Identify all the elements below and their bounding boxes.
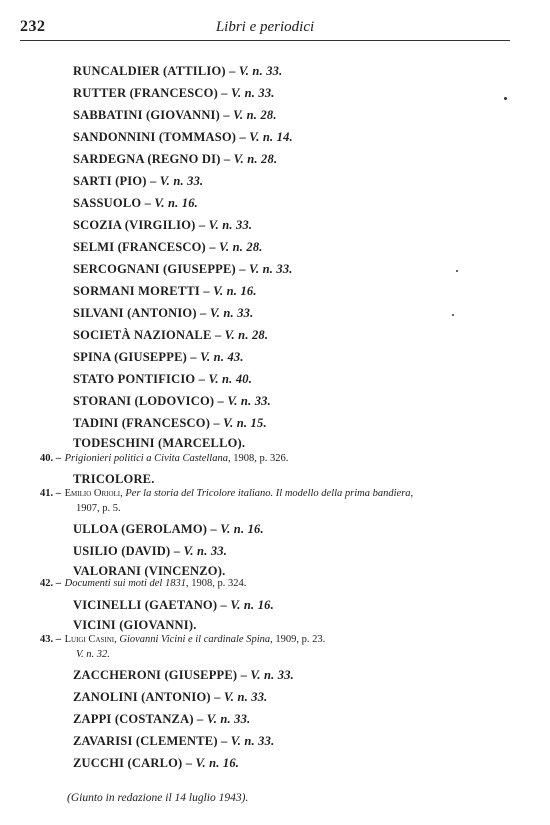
footnote-41 xyxy=(40,488,520,514)
receipt-note: (Giunto in redazione il 14 luglio 1943). xyxy=(67,792,249,804)
index-entry xyxy=(73,472,155,487)
entry-name: SABBATINI (GIOVANNI) – xyxy=(73,108,230,122)
entry-name: TADINI (FRANCESCO) – xyxy=(73,416,220,430)
footnote-title: Per la storia del Tricolore italiano. Il modello della prima bandiera xyxy=(125,488,411,499)
footnote-40 xyxy=(40,453,520,464)
entry-name: VICINELLI (GAETANO) – xyxy=(73,598,227,612)
index-entry xyxy=(73,712,250,727)
index-entry xyxy=(73,64,282,79)
entry-name: USILIO (DAVID) – xyxy=(73,544,181,558)
footnote-43 xyxy=(40,634,520,660)
entry-name: STATO PONTIFICIO – xyxy=(73,372,206,386)
footnote-author: Emilio Orioli xyxy=(64,488,121,499)
footnote-title: Giovanni Vicini e il cardinale Spina xyxy=(119,634,271,645)
entry-ref: V. n. 33. xyxy=(223,690,268,704)
index-entry xyxy=(73,174,203,189)
index-entry xyxy=(73,598,274,613)
entry-name: SARDEGNA (REGNO DI) – xyxy=(73,152,231,166)
index-entry xyxy=(73,522,264,537)
entry-ref: V. n. 33. xyxy=(250,668,294,682)
index-entry xyxy=(73,618,197,633)
index-entry xyxy=(73,152,277,167)
index-entry xyxy=(73,218,252,233)
index-entry xyxy=(73,372,252,387)
index-entry xyxy=(73,756,239,771)
entry-ref: V. n. 16. xyxy=(195,756,240,770)
entry-name: SASSUOLO – xyxy=(73,196,152,210)
footnote-number: 43. – xyxy=(40,634,61,645)
entry-ref: V. n. 15. xyxy=(223,416,267,430)
footnote-42 xyxy=(40,578,520,589)
entry-ref: V. n. 40. xyxy=(208,372,253,386)
entry-ref: V. n. 33. xyxy=(231,86,275,100)
entry-name: TRICOLORE. xyxy=(73,472,155,486)
footnote-citation: , 1909, p. 23. xyxy=(270,634,326,645)
entry-name: RUTTER (FRANCESCO) – xyxy=(73,86,228,100)
entry-name: SOCIETÀ NAZIONALE – xyxy=(73,328,222,342)
entry-name: STORANI (LODOVICO) – xyxy=(73,394,225,408)
entry-ref: V. n. 33. xyxy=(238,64,283,78)
entry-ref: V. n. 33. xyxy=(227,394,271,408)
ink-speck xyxy=(456,270,458,272)
index-entry xyxy=(73,564,225,579)
entry-ref: V. n. 33. xyxy=(209,306,254,320)
entry-ref: V. n. 28. xyxy=(224,328,269,342)
entry-name: ZAVARISI (CLEMENTE) – xyxy=(73,734,228,748)
footnote-citation: , 1908, p. 324. xyxy=(185,578,247,589)
entry-name: VICINI (GIOVANNI). xyxy=(73,618,197,632)
entry-ref: V. n. 16. xyxy=(213,284,257,298)
entry-name: SORMANI MORETTI – xyxy=(73,284,210,298)
index-entry xyxy=(73,436,245,451)
entry-ref: V. n. 16. xyxy=(154,196,199,210)
index-entry xyxy=(73,262,293,277)
entry-ref: V. n. 43. xyxy=(200,350,244,364)
ink-speck xyxy=(452,314,454,316)
running-head: Libri e periodici xyxy=(215,19,315,35)
index-entry xyxy=(73,306,253,321)
index-entry xyxy=(73,108,277,123)
footnote-separator: , xyxy=(120,488,126,499)
index-entry xyxy=(73,130,293,145)
entry-ref: V. n. 16. xyxy=(230,598,274,612)
entry-ref: V. n. 33. xyxy=(230,734,275,748)
index-entry xyxy=(73,196,198,211)
entry-name: SPINA (GIUSEPPE) – xyxy=(73,350,197,364)
entry-ref: V. n. 28. xyxy=(233,108,277,122)
entry-name: ZAPPI (COSTANZA) – xyxy=(73,712,204,726)
ink-speck xyxy=(504,97,507,100)
entry-ref: V. n. 33. xyxy=(183,544,228,558)
footnote-number: 42. – xyxy=(40,578,61,589)
entry-name: RUNCALDIER (ATTILIO) – xyxy=(73,64,236,78)
index-entry xyxy=(73,734,274,749)
page-number: 232 xyxy=(20,18,46,35)
entry-name: SELMI (FRANCESCO) – xyxy=(73,240,216,254)
footnote-title: Prigionieri politici a Civita Castellana xyxy=(64,453,228,464)
entry-name: ULLOA (GEROLAMO) – xyxy=(73,522,217,536)
footnote-citation: , xyxy=(410,488,414,499)
entry-name: ZANOLINI (ANTONIO) – xyxy=(73,690,221,704)
index-entry xyxy=(73,544,227,559)
entry-ref: V. n. 14. xyxy=(249,130,293,144)
index-entry xyxy=(73,668,294,683)
footnote-author: Luigi Casini xyxy=(64,634,115,645)
index-entry xyxy=(73,394,271,409)
entry-name: TODESCHINI (MARCELLO). xyxy=(73,436,246,450)
entry-name: SANDONNINI (TOMMASO) – xyxy=(73,130,246,144)
entry-ref: V. n. 33. xyxy=(159,174,204,188)
footnote-citation: , 1908, p. 326. xyxy=(227,453,289,464)
entry-ref: V. n. 33. xyxy=(249,262,293,276)
index-entry xyxy=(73,240,263,255)
index-entry xyxy=(73,328,268,343)
entry-ref: V. n. 28. xyxy=(233,152,278,166)
entry-name: ZUCCHI (CARLO) – xyxy=(73,756,193,770)
index-entry xyxy=(73,86,275,101)
entry-name: SCOZIA (VIRGILIO) – xyxy=(73,218,206,232)
entry-ref: V. n. 33. xyxy=(208,218,253,232)
entry-name: SARTI (PIO) – xyxy=(73,174,157,188)
entry-name: VALORANI (VINCENZO). xyxy=(73,564,226,578)
index-entry xyxy=(73,690,267,705)
index-entry xyxy=(73,350,244,365)
entry-name: SILVANI (ANTONIO) – xyxy=(73,306,207,320)
footnote-separator: , xyxy=(114,634,120,645)
index-entry xyxy=(73,284,257,299)
footnote-continuation: 1907, p. 5. xyxy=(76,503,121,514)
entry-ref: V. n. 28. xyxy=(219,240,263,254)
entry-name: SERCOGNANI (GIUSEPPE) – xyxy=(73,262,246,276)
footnote-title: Documenti sui moti del 1831 xyxy=(64,578,186,589)
entry-name: ZACCHERONI (GIUSEPPE) – xyxy=(73,668,248,682)
index-entry xyxy=(73,416,267,431)
entry-ref: V. n. 16. xyxy=(220,522,264,536)
footnote-number: 41. – xyxy=(40,488,61,499)
entry-ref: V. n. 33. xyxy=(206,712,251,726)
footnote-continuation: V. n. 32. xyxy=(76,649,110,660)
footnote-number: 40. – xyxy=(40,453,61,464)
